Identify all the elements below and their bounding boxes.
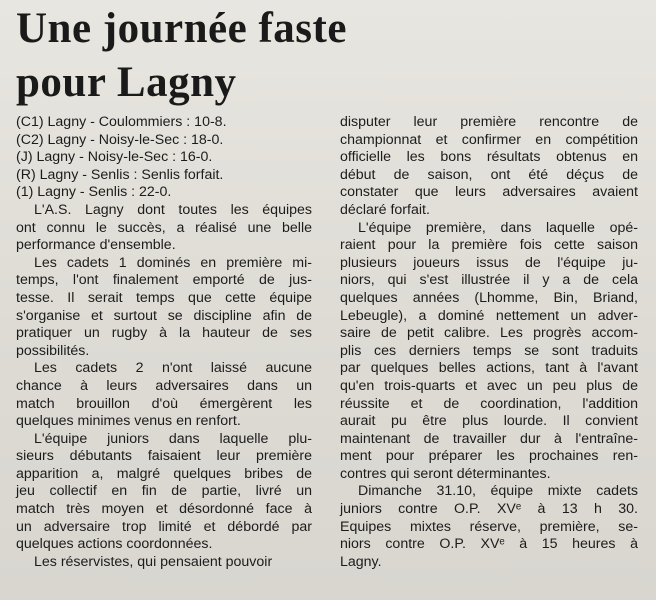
text-line: réussite et de coordination, l'addition bbox=[340, 395, 638, 412]
text-line: quelques actions coordonnées. bbox=[16, 536, 213, 553]
text-line: par quelques belles actions, tant à l'avant bbox=[340, 360, 638, 377]
text-line: Les cadets 2 n'ont laissé aucune bbox=[34, 360, 312, 377]
text-line: saire de petit calibre. Les progrès accom- bbox=[340, 325, 638, 342]
text-line: quelques années (Lhomme, Bin, Briand, bbox=[340, 289, 638, 306]
text-line: plis ces derniers temps se sont traduits bbox=[340, 342, 638, 359]
text-line: s'organise et surtout se discipline afin de bbox=[16, 307, 312, 324]
text-line: sieurs débutants faisaient leur première bbox=[16, 448, 312, 465]
text-line: quelques minimes venus en renfort. bbox=[16, 413, 241, 430]
text-line: contres qui seront déterminantes. bbox=[340, 465, 551, 482]
text-line: niors contre O.P. XVᵉ à 15 heures à bbox=[340, 536, 638, 553]
text-line: déclaré forfait. bbox=[340, 201, 430, 218]
text-line: ont connu le succès, a réalisé une belle bbox=[16, 219, 312, 236]
paragraph bbox=[340, 220, 638, 484]
paragraph bbox=[16, 554, 312, 572]
paragraph bbox=[16, 431, 312, 554]
text-line: plusieurs joueurs issus de l'équipe ju- bbox=[340, 254, 638, 271]
result-line: (J) Lagny - Noisy-le-Sec : 16-0. bbox=[16, 149, 213, 166]
text-line: apparition a, malgré quelques bribes de bbox=[16, 465, 312, 482]
text-line: Dimanche 31.10, équipe mixte cadets bbox=[358, 483, 638, 500]
text-line: Les cadets 1 dominés en première mi- bbox=[34, 254, 312, 271]
text-line: Lebeugle), a dominé nettement un adver- bbox=[340, 307, 638, 324]
paragraph bbox=[16, 255, 312, 361]
right-column bbox=[340, 114, 638, 571]
text-line: Les réservistes, qui pensaient pouvoir bbox=[34, 553, 273, 570]
text-line: chance à leurs adversaires dans un bbox=[16, 377, 312, 394]
text-line: aurait pu être plus lourde. Il convient bbox=[340, 413, 638, 430]
headline bbox=[16, 2, 347, 110]
paragraph bbox=[16, 202, 312, 255]
left-body bbox=[16, 202, 312, 571]
result-line: (C2) Lagny - Noisy-le-Sec : 18-0. bbox=[16, 131, 224, 148]
headline-line: pour Lagny bbox=[16, 59, 237, 106]
text-line: pratiquer un rugby à la hauteur de ses bbox=[16, 325, 312, 342]
text-line: officielle les bons résultats obtenus en bbox=[340, 149, 638, 166]
text-line: qu'en trois-quarts et avec un peu plus de bbox=[340, 377, 638, 394]
text-line: championnat et confirmer en compétition bbox=[340, 131, 638, 148]
text-line: constater que leurs adversaires avaient bbox=[340, 184, 638, 201]
result-line: (1) Lagny - Senlis : 22-0. bbox=[16, 184, 172, 201]
paragraph bbox=[16, 360, 312, 430]
text-line: un adversaire trop limité et débordé par bbox=[16, 518, 312, 535]
text-line: ment pour préparer les prochaines ren- bbox=[340, 448, 638, 465]
result-line: (R) Lagny - Senlis : Senlis forfait. bbox=[16, 166, 224, 183]
right-body bbox=[340, 114, 638, 571]
results-list bbox=[16, 114, 312, 202]
paragraph bbox=[340, 483, 638, 571]
text-line: possibilités. bbox=[16, 342, 90, 359]
text-line: début de saison, ont été déçus de bbox=[340, 166, 638, 183]
text-line: tesse. Il serait temps que cette équipe bbox=[16, 289, 312, 306]
headline-line: Une journée faste bbox=[16, 5, 347, 52]
text-line: disputer leur première rencontre de bbox=[340, 114, 638, 130]
text-line: jeu collectif en fin de partie, livré un bbox=[16, 483, 312, 500]
paragraph bbox=[340, 114, 638, 220]
text-line: match brouillon d'où émergèrent les bbox=[16, 395, 312, 412]
text-line: L'A.S. Lagny dont toutes les équipes bbox=[34, 201, 312, 218]
text-line: performance d'ensemble. bbox=[16, 237, 176, 254]
text-line: match très moyen et désordonné face à bbox=[16, 501, 312, 518]
text-line: juniors contre O.P. XVᵉ à 13 h 30. bbox=[340, 501, 638, 518]
text-line: Lagny. bbox=[340, 553, 382, 570]
text-line: niors, qui s'est illustrée il y a de cela bbox=[340, 272, 638, 289]
text-line: temps, l'ont finalement emporté de jus- bbox=[16, 272, 312, 289]
text-line: L'équipe première, dans laquelle opé- bbox=[358, 219, 638, 236]
text-line: L'équipe juniors dans laquelle plu- bbox=[34, 430, 312, 447]
text-line: Equipes mixtes réserve, première, se- bbox=[340, 518, 638, 535]
text-line: raient pour la première fois cette saison bbox=[340, 237, 638, 254]
left-column bbox=[16, 114, 312, 571]
text-line: maintenant de travailler dur à l'entraîne- bbox=[340, 430, 638, 447]
result-line: (C1) Lagny - Coulommiers : 10-8. bbox=[16, 114, 227, 130]
